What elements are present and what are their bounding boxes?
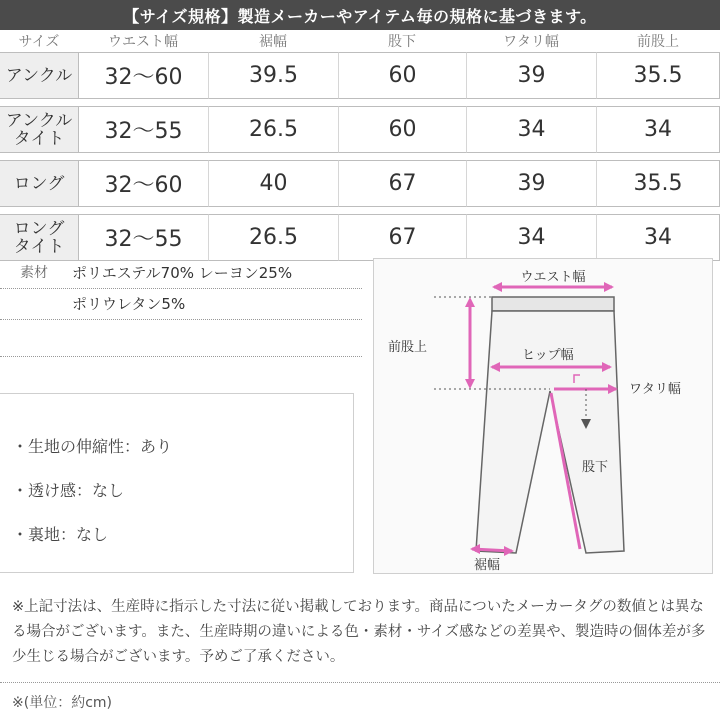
header-size: サイズ: [18, 34, 60, 50]
material-row: [0, 289, 362, 320]
table-cell: 35.5: [596, 52, 720, 99]
table-cell: 35.5: [596, 160, 720, 207]
table-row: [0, 52, 720, 99]
table-cell: 26.5: [208, 214, 338, 261]
row-name-line2: タイト: [13, 128, 65, 149]
table-cell: 39: [466, 52, 596, 99]
table-cell: 39.5: [208, 52, 338, 99]
table-cell: 60: [338, 52, 466, 99]
row-name-line1: アンクル: [5, 65, 73, 86]
row-name-line1: ロング: [13, 173, 65, 194]
header-hem: 裾幅: [259, 34, 287, 50]
table-cell: 32〜55: [78, 106, 208, 153]
pants-diagram-svg: [374, 259, 712, 573]
row-name-line2: タイト: [13, 236, 65, 257]
table-cell: 60: [338, 106, 466, 153]
measurement-disclaimer: ※上記寸法は、生産時に指示した寸法に従い掲載しております。商品についたメーカータグの数値とは異なる場合がございます。また、生産時期の違いによる色・素材・サイズ感などの差異や、製造時の個体差が多少生じる場合がございます。予めご了承ください。: [12, 599, 706, 665]
table-cell: 67: [338, 160, 466, 207]
divider: [0, 682, 720, 683]
header-waist: ウエスト幅: [108, 34, 178, 50]
material-label: 素材: [20, 265, 48, 281]
header-front-rise: 前股上: [637, 34, 679, 50]
header-thigh: ワタリ幅: [503, 34, 559, 50]
row-name: [0, 160, 78, 207]
table-row: [0, 160, 720, 207]
hem-label: 裾幅: [474, 558, 501, 573]
size-table: [0, 30, 720, 261]
row-name: [0, 106, 78, 153]
inseam-label: 股下: [582, 460, 609, 475]
table-cell: 34: [596, 106, 720, 153]
material-row: [0, 258, 362, 289]
table-cell: 34: [466, 106, 596, 153]
size-spec-banner: 【サイズ規格】製造メーカーやアイテム毎の規格に基づきます。: [0, 0, 720, 30]
table-cell: 32〜60: [78, 160, 208, 207]
note-sheerness: ・透け感：なし: [12, 481, 125, 500]
row-name-line1: アンクル: [5, 110, 73, 131]
note-lining: ・裏地：なし: [12, 525, 109, 544]
table-cell: 67: [338, 214, 466, 261]
fabric-notes-box: [0, 393, 354, 573]
pants-measurement-diagram: [373, 258, 713, 574]
hip-label: ヒップ幅: [522, 348, 574, 363]
table-row: [0, 106, 720, 153]
waist-label: ウエスト幅: [520, 270, 586, 285]
table-cell: 34: [596, 214, 720, 261]
unit-note: ※(単位：約cm): [12, 695, 112, 711]
waistband-shape: [492, 297, 614, 311]
table-cell: 32〜55: [78, 214, 208, 261]
material-row-empty: [0, 320, 362, 357]
table-cell: 32〜60: [78, 52, 208, 99]
table-cell: 40: [208, 160, 338, 207]
material-line2: ポリウレタン5%: [72, 295, 186, 313]
table-cell: 26.5: [208, 106, 338, 153]
header-inseam: 股下: [388, 34, 416, 50]
note-stretch: ・生地の伸縮性：あり: [12, 437, 173, 456]
table-cell: 39: [466, 160, 596, 207]
material-section: [0, 258, 362, 357]
row-name-line1: ロング: [13, 218, 65, 239]
row-name: [0, 52, 78, 99]
table-row: [0, 214, 720, 261]
row-name: [0, 214, 78, 261]
material-line1: ポリエステル70% レーヨン25%: [72, 264, 293, 282]
thigh-label: ワタリ幅: [629, 382, 681, 397]
rise-label: 前股上: [388, 340, 428, 355]
table-header-row: [0, 30, 720, 52]
table-cell: 34: [466, 214, 596, 261]
